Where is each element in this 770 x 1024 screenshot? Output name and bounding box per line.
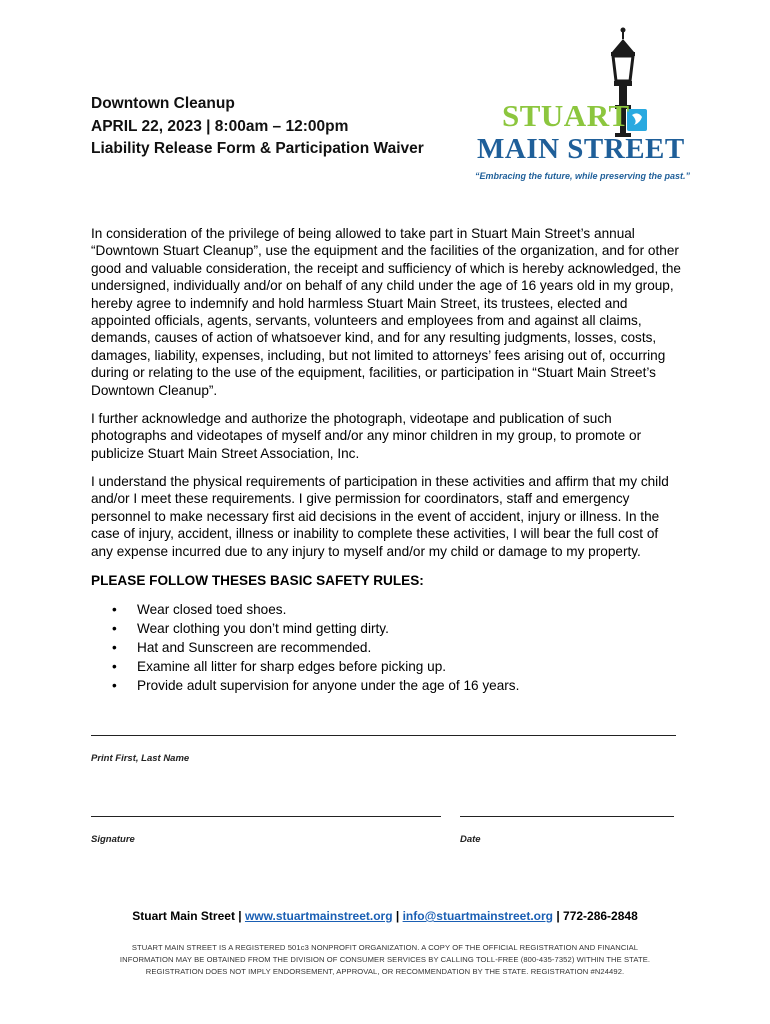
date-field-line[interactable] <box>460 816 674 817</box>
photo-release-paragraph: I further acknowledge and authorize the photograph, videotape and publication of such photographs and videotapes of myself and/or any minor children in my group, to promote or publicize Stuart Main Street Association, Inc. <box>91 411 642 461</box>
signature-field-line[interactable] <box>91 816 441 817</box>
logo-main-street-text: MAIN STREET <box>477 133 685 165</box>
name-field-line[interactable] <box>91 735 676 736</box>
physical-requirements-paragraph: I understand the physical requirements of participation in these activities and affirm that my child and/or I meet these requirements. I give permission for coordinators, staff and emergency personnel to make necessary first aid decisions in the event of accident, injury or illness. In the case of injury, accident, illness or inability to complete these activities, I will bear the full cost of any expense incurred due to any injury to myself and/or my child or damage to my property. <box>91 474 669 559</box>
date-field-label: Date <box>460 834 481 845</box>
stuart-main-street-logo <box>470 25 691 190</box>
website-link[interactable]: www.stuartmainstreet.org <box>244 909 393 923</box>
list-item: • Hat and Sunscreen are recommended. <box>112 638 519 657</box>
footer-separator: | <box>392 909 403 923</box>
footer-separator: | <box>234 909 245 923</box>
disclaimer-line: STUART MAIN STREET IS A REGISTERED 501c3 NONPROFIT ORGANIZATION. A COPY OF THE OFFICIAL REGISTRATION AND FINANCIAL <box>131 943 639 952</box>
list-item: • Wear closed toed shoes. <box>112 600 519 619</box>
logo-stuart-text: STUART <box>502 98 630 133</box>
document-header <box>91 93 424 161</box>
form-title: Liability Release Form & Participation Waiver <box>91 140 424 157</box>
event-title: Downtown Cleanup <box>91 95 235 112</box>
list-item: • Wear clothing you don’t mind getting dirty. <box>112 619 519 638</box>
logo-tagline: “Embracing the future, while preserving the past.” <box>475 171 691 181</box>
name-field-label: Print First, Last Name <box>91 753 190 764</box>
footer-contact <box>0 909 770 923</box>
list-item: • Examine all litter for sharp edges before picking up. <box>112 657 519 676</box>
footer-org-name: Stuart Main Street <box>132 909 235 923</box>
footer-phone: 772-286-2848 <box>563 909 638 923</box>
safety-rules-list <box>112 600 519 695</box>
disclaimer-line: INFORMATION MAY BE OBTAINED FROM THE DIVISION OF CONSUMER SERVICES BY CALLING TOLL-FREE (800-435-7352) WITHIN THE STATE. <box>119 955 651 964</box>
event-date: APRIL 22, 2023 | 8:00am – 12:00pm <box>91 117 349 135</box>
registration-disclaimer <box>0 942 770 978</box>
footer-separator: | <box>552 909 564 923</box>
consideration-paragraph: In consideration of the privilege of being allowed to take part in Stuart Main Street’s annual “Downtown Stuart Cleanup”, use the equipment and the facilities of the organization, and for other good and valuable consideration, the receipt and sufficiency of which is hereby acknowledged, the undersigned, individually and/or on behalf of any child under the age of 16 years old in my group, hereby agree to indemnify and hold harmless Stuart Main Street, its trustees, elected and appointed officials, agents, servants, volunteers and employees from and against all claims, demands, causes of action of whatsoever kind, and for any resulting judgments, losses, costs, damages, liability, expenses, including, but not limited to attorneys’ fees arising out of, occurring during or relating to the use of the equipment, facilities, or participation in “Stuart Main Street’s Downtown Cleanup”. <box>91 226 681 398</box>
email-link[interactable]: info@stuartmainstreet.org <box>402 909 553 923</box>
list-item: • Provide adult supervision for anyone under the age of 16 years. <box>112 676 519 695</box>
safety-rules-heading: PLEASE FOLLOW THESES BASIC SAFETY RULES: <box>91 573 424 588</box>
signature-field-label: Signature <box>91 834 135 845</box>
disclaimer-line: REGISTRATION DOES NOT IMPLY ENDORSEMENT, APPROVAL, OR RECOMMENDATION BY THE STATE. REGISTRATION #N24492. <box>145 967 625 976</box>
